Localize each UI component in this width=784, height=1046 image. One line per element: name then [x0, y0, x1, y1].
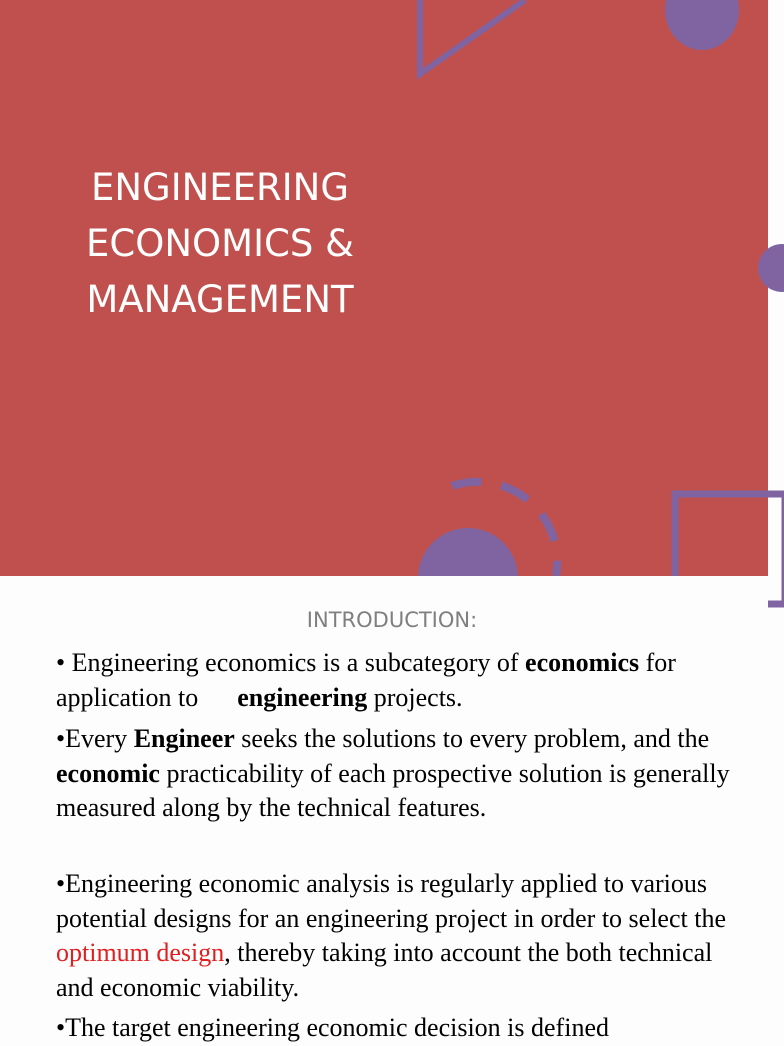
text-run: for application to	[56, 648, 683, 712]
title-line-2: ECONOMICS &	[86, 222, 354, 265]
bold-engineer: Engineer	[133, 724, 235, 753]
text-run: •Every	[56, 724, 134, 753]
text-run: •Engineering economic analysis is regularly applied to various potential designs for an engineering project in order to select the	[56, 869, 726, 933]
triangle-outline-shape	[420, 0, 525, 74]
slide-title	[60, 160, 380, 328]
text-run: practicability of each prospective solution is generally measured along by the technical features.	[56, 758, 730, 822]
text-run: , thereby taking into account the both technical and economic viability.	[56, 938, 713, 1002]
bullet: •	[56, 648, 66, 677]
highlight-optimum-design: optimum design	[56, 938, 225, 967]
circle-shape-right-edge	[758, 244, 784, 292]
text-run: Engineering economics is a subcategory of	[65, 648, 526, 677]
paragraph-3	[56, 867, 756, 1005]
text-run: seeks the solutions to every problem, and the	[234, 724, 710, 753]
introduction-heading: INTRODUCTION:	[306, 608, 478, 632]
text-run: •The target engineering economic decision is defined	[56, 1013, 609, 1042]
introduction-slide	[0, 576, 768, 1042]
paragraph-4	[56, 1011, 756, 1046]
bold-economic: economic	[56, 758, 160, 788]
paragraph-2	[56, 722, 756, 826]
text-run: projects.	[367, 682, 463, 712]
bold-economics: economics	[525, 648, 640, 677]
paragraph-1	[56, 646, 756, 715]
title-line-1: ENGINEERING	[90, 166, 350, 209]
bold-engineering: engineering	[237, 682, 368, 712]
oval-shape-top-right	[665, 0, 739, 50]
title-line-3: MANAGEMENT	[86, 278, 354, 321]
